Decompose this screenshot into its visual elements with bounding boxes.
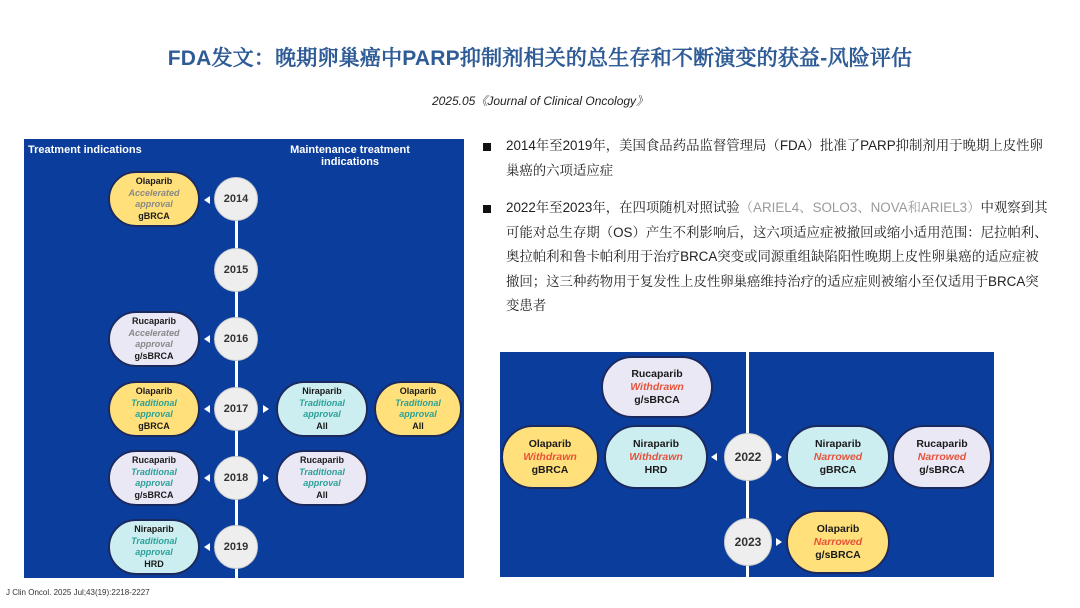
- approval-status: Traditional approval: [299, 397, 345, 419]
- arrow-left-icon: [204, 335, 210, 343]
- indication-label: g/sBRCA: [634, 393, 680, 406]
- treatment-rucaparib-2016: [108, 311, 200, 367]
- arrow-right-icon: [776, 453, 782, 461]
- year-node-2022: 2022: [724, 433, 772, 481]
- approval-status: Withdrawn: [630, 380, 684, 393]
- arrow-left-icon: [204, 405, 210, 413]
- approval-status: Accelerated approval: [128, 327, 180, 349]
- drug-name: Olaparib: [816, 522, 860, 535]
- approval-status: Traditional approval: [395, 397, 441, 419]
- year-node-2016: 2016: [214, 317, 258, 361]
- drug-name: Olaparib: [399, 386, 437, 396]
- drug-name: Rucaparib: [131, 316, 176, 326]
- approval-status: Traditional approval: [131, 535, 177, 557]
- approval-status: Withdrawn: [523, 450, 577, 463]
- narrowed-rucaparib: [892, 425, 992, 489]
- approval-timeline-diagram: [24, 139, 464, 578]
- indication-label: g/sBRCA: [919, 463, 965, 476]
- treatment-rucaparib-2018: [108, 450, 200, 506]
- maintenance-indications-header: Maintenance treatment indications: [290, 144, 410, 168]
- indication-label: gBRCA: [531, 463, 569, 476]
- drug-name: Rucaparib: [631, 367, 683, 380]
- indication-label: HRD: [644, 463, 668, 476]
- indication-label: g/sBRCA: [134, 350, 174, 361]
- withdrawal-timeline-diagram: [500, 352, 994, 577]
- bullet-item: [480, 134, 1050, 183]
- withdrawn-rucaparib: [601, 356, 713, 418]
- indication-label: gBRCA: [138, 210, 170, 221]
- withdrawn-niraparib: [604, 425, 708, 489]
- year-node-2015: 2015: [214, 248, 258, 292]
- drug-name: Rucaparib: [299, 455, 344, 465]
- indication-label: All: [316, 420, 328, 431]
- citation-footnote: J Clin Oncol. 2025 Jul;43(19):2218-2227: [6, 588, 150, 597]
- narrowed-olaparib: [786, 510, 890, 574]
- approval-status: Narrowed: [917, 450, 967, 463]
- arrow-left-icon: [711, 453, 717, 461]
- approval-status: Narrowed: [813, 535, 863, 548]
- indication-label: g/sBRCA: [134, 489, 174, 500]
- drug-name: Niraparib: [632, 437, 680, 450]
- indication-label: All: [412, 420, 424, 431]
- arrow-right-icon: [776, 538, 782, 546]
- approval-status: Narrowed: [813, 450, 863, 463]
- maintenance-rucaparib-2018: [276, 450, 368, 506]
- treatment-niraparib-2019: [108, 519, 200, 575]
- year-node-2014: 2014: [214, 177, 258, 221]
- approval-status: Accelerated approval: [128, 187, 180, 209]
- arrow-right-icon: [263, 405, 269, 413]
- treatment-olaparib-2017: [108, 381, 200, 437]
- indication-label: gBRCA: [819, 463, 857, 476]
- maintenance-niraparib-2017: [276, 381, 368, 437]
- year-node-2023: 2023: [724, 518, 772, 566]
- bullet-list: [480, 134, 1050, 332]
- page-title: FDA发文：晚期卵巢癌中PARP抑制剂相关的总生存和不断演变的获益-风险评估: [167, 47, 913, 70]
- year-node-2017: 2017: [214, 387, 258, 431]
- indication-label: HRD: [144, 558, 164, 569]
- bullet-text: 2022年至2023年，在四项随机对照试验: [506, 200, 740, 215]
- treatment-olaparib-2014: [108, 171, 200, 227]
- approval-status: Withdrawn: [629, 450, 683, 463]
- bullet-item: [480, 196, 1050, 319]
- arrow-right-icon: [263, 474, 269, 482]
- arrow-left-icon: [204, 543, 210, 551]
- drug-name: Olaparib: [528, 437, 572, 450]
- drug-name: Rucaparib: [916, 437, 968, 450]
- bullet-trials-text: （ARIEL4、SOLO3、NOVA和ARIEL3）: [739, 200, 981, 215]
- drug-name: Niraparib: [302, 386, 342, 396]
- maintenance-olaparib-2017: [374, 381, 462, 437]
- indication-label: All: [316, 489, 328, 500]
- bullet-text: 2014年至2019年，美国食品药品监督管理局（FDA）批准了PARP抑制剂用于晚期上皮性卵巢癌的六项适应症: [506, 138, 1043, 178]
- approval-status: Traditional approval: [131, 466, 177, 488]
- drug-name: Olaparib: [135, 386, 173, 396]
- drug-name: Rucaparib: [131, 455, 176, 465]
- drug-name: Niraparib: [134, 524, 174, 534]
- timeline-axis: [235, 185, 238, 578]
- approval-status: Traditional approval: [299, 466, 345, 488]
- drug-name: Olaparib: [135, 176, 173, 186]
- bullet-text-continued: 中观察到其可能对总生存期（OS）产生不利影响后，这六项适应症被撤回或缩小适用范围：尼拉帕利、奥拉帕利和鲁卡帕利用于治疗BRCA突变或同源重组缺陷阳性晚期上皮性卵巢癌的适应症被撤回；这三种药物用于复发性上皮性卵巢癌维持治疗的适应症则被缩小至仅适用于BRCA突变患者: [506, 200, 1048, 313]
- approval-status: Traditional approval: [131, 397, 177, 419]
- year-node-2018: 2018: [214, 456, 258, 500]
- year-node-2019: 2019: [214, 525, 258, 569]
- withdrawn-olaparib: [501, 425, 599, 489]
- square-bullet-icon: [483, 205, 491, 213]
- arrow-left-icon: [204, 196, 210, 204]
- arrow-left-icon: [204, 474, 210, 482]
- drug-name: Niraparib: [814, 437, 862, 450]
- indication-label: g/sBRCA: [815, 548, 861, 561]
- square-bullet-icon: [483, 143, 491, 151]
- page-subtitle: 2025.05《Journal of Clinical Oncology》: [431, 94, 649, 108]
- treatment-indications-header: Treatment indications: [28, 144, 142, 156]
- indication-label: gBRCA: [138, 420, 170, 431]
- narrowed-niraparib: [786, 425, 890, 489]
